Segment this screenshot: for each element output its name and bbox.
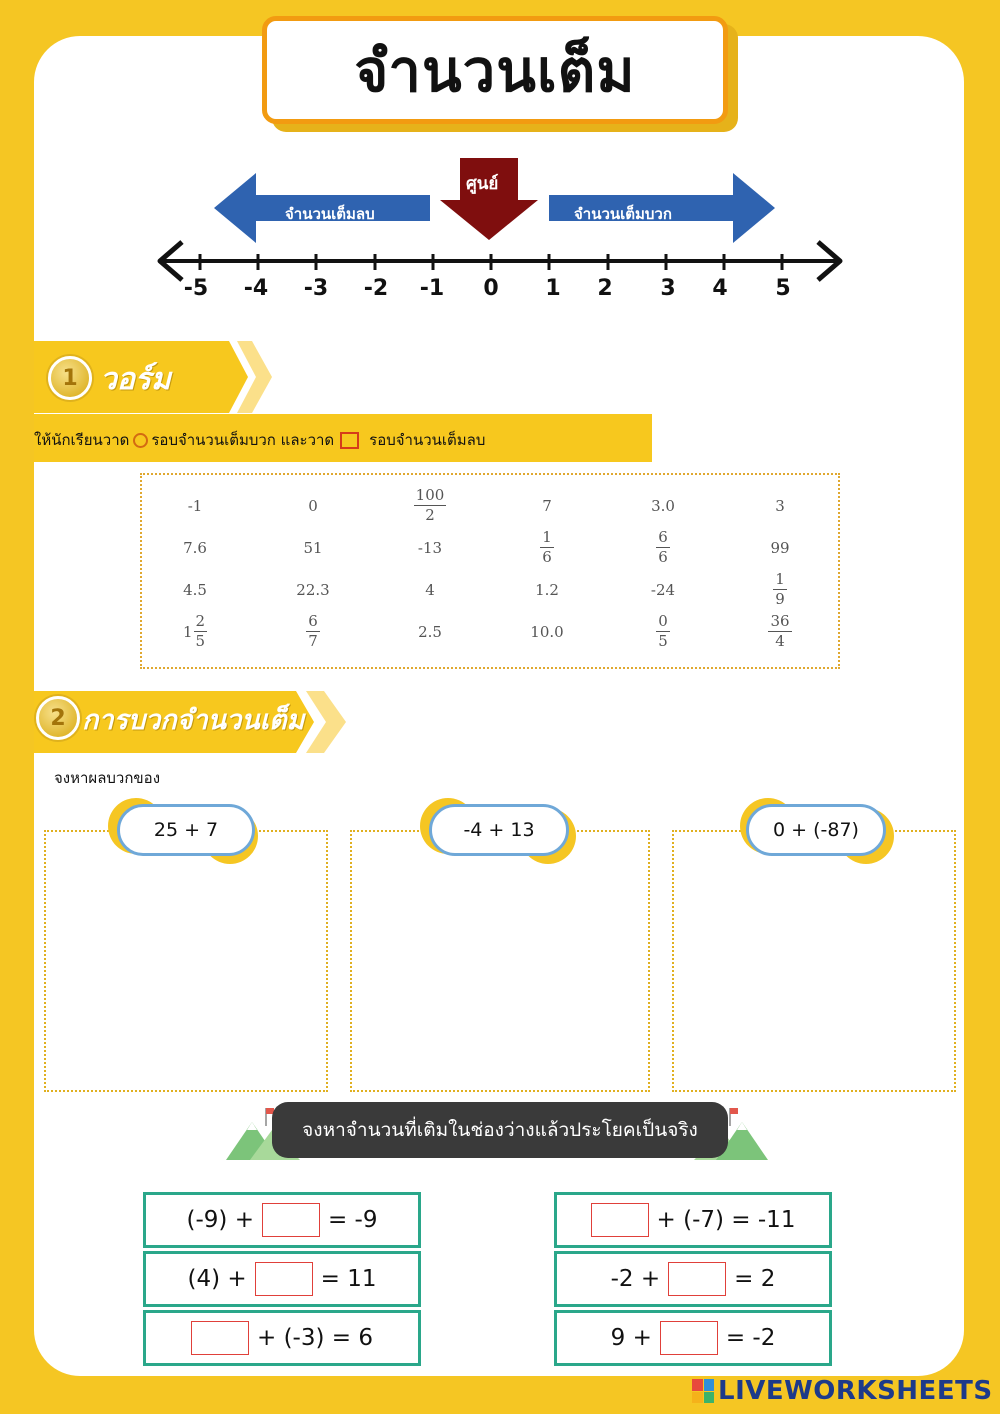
instruction-text-3: รอบจำนวนเต็มลบ — [369, 431, 486, 449]
equation-left-part: (4) + — [187, 1266, 247, 1292]
number-line — [150, 234, 850, 314]
section-1-title: วอร์ม — [100, 362, 171, 397]
equation-right-part: = -2 — [725, 1325, 776, 1351]
grid-number[interactable] — [390, 623, 470, 641]
fraction — [768, 614, 791, 649]
grid-number[interactable] — [623, 614, 703, 649]
number-grid — [140, 473, 840, 669]
square-symbol-icon — [340, 432, 359, 449]
denominator: 7 — [308, 632, 318, 650]
denominator: 6 — [658, 548, 668, 566]
fraction — [540, 530, 554, 565]
answer-box-3[interactable] — [672, 830, 956, 1092]
fraction — [306, 614, 320, 649]
mixed-whole: 1 — [182, 622, 193, 641]
grid-number[interactable] — [507, 497, 587, 515]
equation-box — [554, 1310, 832, 1366]
grid-number[interactable] — [623, 581, 703, 599]
page-title: จำนวนเต็ม — [354, 36, 636, 105]
grid-number[interactable] — [740, 539, 820, 557]
denominator: 6 — [542, 548, 552, 566]
numerator: 6 — [308, 612, 318, 630]
grid-number[interactable] — [507, 581, 587, 599]
brand-name: LIVEWORKSHEETS — [718, 1376, 993, 1406]
grid-number[interactable] — [273, 539, 353, 557]
section-1-number: 1 — [48, 356, 92, 400]
grid-number-text: 10.0 — [530, 623, 564, 641]
fraction — [414, 488, 447, 523]
negative-integers-label: จำนวนเต็มลบ — [285, 205, 375, 223]
denominator: 2 — [425, 506, 435, 524]
instruction-text-1: ให้นักเรียนวาด — [34, 431, 130, 449]
numerator: 0 — [658, 612, 668, 630]
tick-label: 4 — [712, 276, 728, 301]
grid-number[interactable] — [155, 539, 235, 557]
answer-blank[interactable] — [660, 1321, 718, 1355]
grid-number-text: 3 — [775, 497, 785, 515]
tick-label: -4 — [243, 276, 269, 301]
grid-number-text: 4 — [425, 581, 435, 599]
tick-label: -1 — [419, 276, 445, 301]
numerator: 1 — [542, 528, 552, 546]
tick-label: 2 — [597, 276, 613, 301]
grid-number[interactable] — [390, 539, 470, 557]
grid-number[interactable] — [623, 530, 703, 565]
grid-number-text: 3.0 — [651, 497, 675, 515]
equation-left-part: 9 + — [610, 1325, 652, 1351]
grid-number-text: -1 — [187, 497, 203, 515]
fill-instruction-banner: จงหาจำนวนที่เติมในช่องว่างแล้วประโยคเป็นจริง — [272, 1102, 728, 1158]
title-box — [262, 16, 728, 124]
answer-blank[interactable] — [591, 1203, 649, 1237]
equation-box — [143, 1251, 421, 1307]
logo-icon — [692, 1379, 714, 1403]
grid-number-text: -24 — [650, 581, 676, 599]
grid-number[interactable] — [155, 497, 235, 515]
instruction-text-2: รอบจำนวนเต็มบวก และวาด — [151, 431, 335, 449]
circle-symbol-icon — [133, 433, 148, 448]
numerator: 2 — [195, 612, 206, 630]
grid-number-text: 0 — [308, 497, 318, 515]
numerator: 1 — [775, 570, 785, 588]
denominator: 5 — [195, 632, 206, 650]
equation-right-part: + (-7) = -11 — [656, 1207, 796, 1233]
tick-label: 5 — [775, 276, 791, 301]
grid-number-text: 51 — [303, 539, 323, 557]
answer-box-1[interactable] — [44, 830, 328, 1092]
equation-box — [143, 1310, 421, 1366]
numerator: 6 — [658, 528, 668, 546]
grid-number[interactable] — [155, 581, 235, 599]
tick-label: 1 — [545, 276, 561, 301]
grid-number-text: 7 — [542, 497, 552, 515]
grid-number[interactable] — [507, 530, 587, 565]
fraction — [656, 530, 670, 565]
numerator: 100 — [415, 486, 445, 504]
problem-3: 0 + (-87) — [746, 804, 886, 856]
fraction — [773, 572, 787, 607]
equation-left-part: -2 + — [610, 1266, 661, 1292]
answer-blank[interactable] — [668, 1262, 726, 1296]
equation-right-part: = 2 — [734, 1266, 776, 1292]
grid-number[interactable] — [155, 614, 235, 649]
problem-2: -4 + 13 — [429, 804, 569, 856]
equation-left-part: (-9) + — [186, 1207, 254, 1233]
grid-number[interactable] — [273, 614, 353, 649]
grid-number[interactable] — [740, 497, 820, 515]
tick-label: -2 — [363, 276, 389, 301]
zero-label: ศูนย์ — [466, 174, 499, 194]
equation-right-part: + (-3) = 6 — [257, 1325, 373, 1351]
grid-number[interactable] — [740, 614, 820, 649]
tick-label: 3 — [660, 276, 676, 301]
answer-blank[interactable] — [191, 1321, 249, 1355]
answer-box-2[interactable] — [350, 830, 650, 1092]
section-2-number: 2 — [36, 696, 80, 740]
section-2-instruction: จงหาผลบวกของ — [54, 769, 161, 787]
fraction — [194, 614, 208, 649]
denominator: 4 — [775, 632, 785, 650]
grid-number[interactable] — [390, 581, 470, 599]
equation-box — [143, 1192, 421, 1248]
grid-number-text: 7.6 — [183, 539, 207, 557]
grid-number-text: -13 — [417, 539, 443, 557]
denominator: 5 — [658, 632, 668, 650]
section-1-instruction — [34, 428, 485, 452]
grid-number[interactable] — [507, 623, 587, 641]
grid-number-text: 22.3 — [296, 581, 330, 599]
tick-label: 0 — [483, 276, 499, 301]
answer-blank[interactable] — [255, 1262, 313, 1296]
grid-number[interactable] — [273, 497, 353, 515]
tick-label: -5 — [183, 276, 209, 301]
answer-blank[interactable] — [262, 1203, 320, 1237]
equation-right-part: = -9 — [327, 1207, 378, 1233]
equation-box — [554, 1251, 832, 1307]
grid-number-text: 4.5 — [183, 581, 207, 599]
equation-right-part: = 11 — [320, 1266, 377, 1292]
grid-number[interactable] — [740, 572, 820, 607]
section-2-title: การบวกจำนวนเต็ม — [82, 705, 305, 736]
liveworksheets-logo — [692, 1376, 993, 1406]
grid-number-text: 1.2 — [535, 581, 559, 599]
grid-number[interactable] — [623, 497, 703, 515]
grid-number[interactable] — [390, 488, 470, 523]
problem-1: 25 + 7 — [117, 804, 255, 856]
tick-label: -3 — [303, 276, 329, 301]
numerator: 36 — [770, 612, 790, 630]
equation-box — [554, 1192, 832, 1248]
grid-number-text: 2.5 — [418, 623, 442, 641]
grid-number-text: 99 — [770, 539, 790, 557]
fraction — [656, 614, 670, 649]
positive-integers-label: จำนวนเต็มบวก — [574, 205, 672, 223]
grid-number[interactable] — [273, 581, 353, 599]
denominator: 9 — [775, 590, 785, 608]
